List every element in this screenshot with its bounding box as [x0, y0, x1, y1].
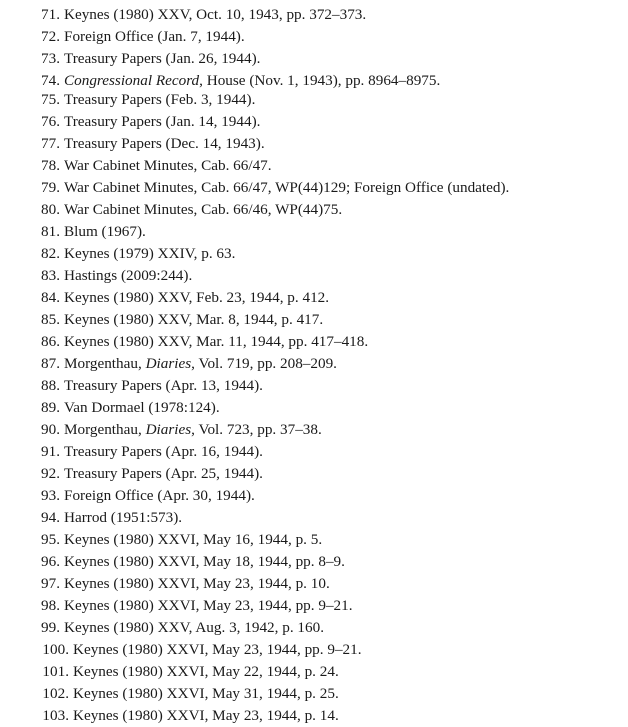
endnote-75 — [0, 89, 628, 111]
endnote-82 — [0, 243, 628, 265]
note-number: 102. — [42, 685, 69, 702]
endnote-84 — [0, 287, 628, 309]
note-number: 98. — [41, 597, 60, 614]
note-text: Foreign Office (Jan. 7, 1944). — [64, 28, 245, 45]
note-text: Treasury Papers (Apr. 25, 1944). — [64, 465, 263, 482]
note-number: 101. — [42, 663, 69, 680]
endnote-88 — [0, 375, 628, 397]
note-number: 83. — [41, 267, 60, 284]
endnote-87 — [0, 353, 628, 375]
endnote-94 — [0, 507, 628, 529]
endnote-101 — [0, 661, 628, 683]
note-number: 99. — [41, 619, 60, 636]
endnotes-list — [0, 4, 628, 727]
note-text: Keynes (1980) XXVI, May 23, 1944, p. 10. — [64, 575, 330, 592]
note-number: 80. — [41, 201, 60, 218]
endnote-81 — [0, 221, 628, 243]
endnote-89 — [0, 397, 628, 419]
note-number: 84. — [41, 289, 60, 306]
note-text: Keynes (1980) XXV, Aug. 3, 1942, p. 160. — [64, 619, 325, 636]
note-number: 88. — [41, 377, 60, 394]
italic-title: Diaries — [145, 421, 192, 438]
note-text: Keynes (1980) XXVI, May 23, 1944, pp. 9–21. — [64, 597, 353, 614]
note-text: Blum (1967). — [64, 223, 146, 240]
note-number: 76. — [41, 113, 60, 130]
endnote-92 — [0, 463, 628, 485]
note-number: 82. — [41, 245, 60, 262]
note-text: Foreign Office (Apr. 30, 1944). — [64, 487, 255, 504]
note-text: Keynes (1980) XXVI, May 31, 1944, p. 25. — [73, 685, 339, 702]
note-number: 71. — [41, 6, 60, 23]
note-text: Keynes (1979) XXIV, p. 63. — [64, 245, 236, 262]
note-number: 96. — [41, 553, 60, 570]
note-number: 77. — [41, 135, 60, 152]
italic-title: Diaries — [145, 355, 192, 372]
note-text: Treasury Papers (Dec. 14, 1943). — [64, 135, 265, 152]
endnote-93 — [0, 485, 628, 507]
endnote-71 — [0, 4, 628, 26]
note-number: 79. — [41, 179, 60, 196]
note-number: 90. — [41, 421, 60, 438]
endnote-98 — [0, 595, 628, 617]
note-text: Morgenthau, Diaries, Vol. 723, pp. 37–38. — [64, 421, 322, 438]
note-number: 85. — [41, 311, 60, 328]
endnote-72 — [0, 26, 628, 48]
italic-title: Congressional Record — [64, 72, 200, 89]
endnote-102 — [0, 683, 628, 705]
note-text: Keynes (1980) XXV, Mar. 8, 1944, p. 417. — [64, 311, 324, 328]
note-text: Treasury Papers (Jan. 14, 1944). — [64, 113, 261, 130]
note-number: 72. — [41, 28, 60, 45]
note-text: Harrod (1951:573). — [64, 509, 183, 526]
endnote-103 — [0, 705, 628, 727]
note-text: Treasury Papers (Feb. 3, 1944). — [64, 91, 256, 108]
endnote-76 — [0, 111, 628, 133]
endnote-73 — [0, 48, 628, 70]
endnote-86 — [0, 331, 628, 353]
endnote-78 — [0, 155, 628, 177]
note-text: War Cabinet Minutes, Cab. 66/47. — [64, 157, 272, 174]
endnote-90 — [0, 419, 628, 441]
note-text: Congressional Record, House (Nov. 1, 1943), pp. 8964–8975. — [64, 72, 441, 89]
note-number: 87. — [41, 355, 60, 372]
note-number: 92. — [41, 465, 60, 482]
note-text: Keynes (1980) XXVI, May 23, 1944, pp. 9–21. — [73, 641, 362, 658]
note-number: 89. — [41, 399, 60, 416]
note-number: 100. — [42, 641, 69, 658]
endnote-97 — [0, 573, 628, 595]
endnote-80 — [0, 199, 628, 221]
note-text: Treasury Papers (Jan. 26, 1944). — [64, 50, 261, 67]
note-number: 78. — [41, 157, 60, 174]
endnote-77 — [0, 133, 628, 155]
note-text: War Cabinet Minutes, Cab. 66/47, WP(44)129; Foreign Office (undated). — [64, 179, 510, 196]
note-text: Hastings (2009:244). — [64, 267, 193, 284]
endnote-74 — [0, 70, 628, 89]
endnote-79 — [0, 177, 628, 199]
note-text: Keynes (1980) XXVI, May 23, 1944, p. 14. — [73, 707, 339, 724]
note-text: Keynes (1980) XXV, Feb. 23, 1944, p. 412. — [64, 289, 330, 306]
note-number: 94. — [41, 509, 60, 526]
endnote-85 — [0, 309, 628, 331]
note-number: 95. — [41, 531, 60, 548]
note-text: Keynes (1980) XXVI, May 22, 1944, p. 24. — [73, 663, 339, 680]
note-number: 73. — [41, 50, 60, 67]
note-number: 75. — [41, 91, 60, 108]
note-number: 93. — [41, 487, 60, 504]
note-text: Keynes (1980) XXVI, May 18, 1944, pp. 8–9. — [64, 553, 345, 570]
endnote-99 — [0, 617, 628, 639]
note-text: Treasury Papers (Apr. 16, 1944). — [64, 443, 263, 460]
note-number: 91. — [41, 443, 60, 460]
endnote-95 — [0, 529, 628, 551]
note-text: War Cabinet Minutes, Cab. 66/46, WP(44)75. — [64, 201, 343, 218]
note-text: Treasury Papers (Apr. 13, 1944). — [64, 377, 263, 394]
note-text: Keynes (1980) XXVI, May 16, 1944, p. 5. — [64, 531, 323, 548]
note-number: 97. — [41, 575, 60, 592]
endnote-96 — [0, 551, 628, 573]
note-text: Keynes (1980) XXV, Mar. 11, 1944, pp. 417–418. — [64, 333, 369, 350]
note-number: 86. — [41, 333, 60, 350]
note-text: Morgenthau, Diaries, Vol. 719, pp. 208–209. — [64, 355, 337, 372]
endnote-91 — [0, 441, 628, 463]
note-text: Van Dormael (1978:124). — [64, 399, 220, 416]
endnote-100 — [0, 639, 628, 661]
note-text: Keynes (1980) XXV, Oct. 10, 1943, pp. 372–373. — [64, 6, 367, 23]
note-number: 81. — [41, 223, 60, 240]
note-number: 74. — [41, 72, 60, 89]
endnote-83 — [0, 265, 628, 287]
note-number: 103. — [42, 707, 69, 724]
